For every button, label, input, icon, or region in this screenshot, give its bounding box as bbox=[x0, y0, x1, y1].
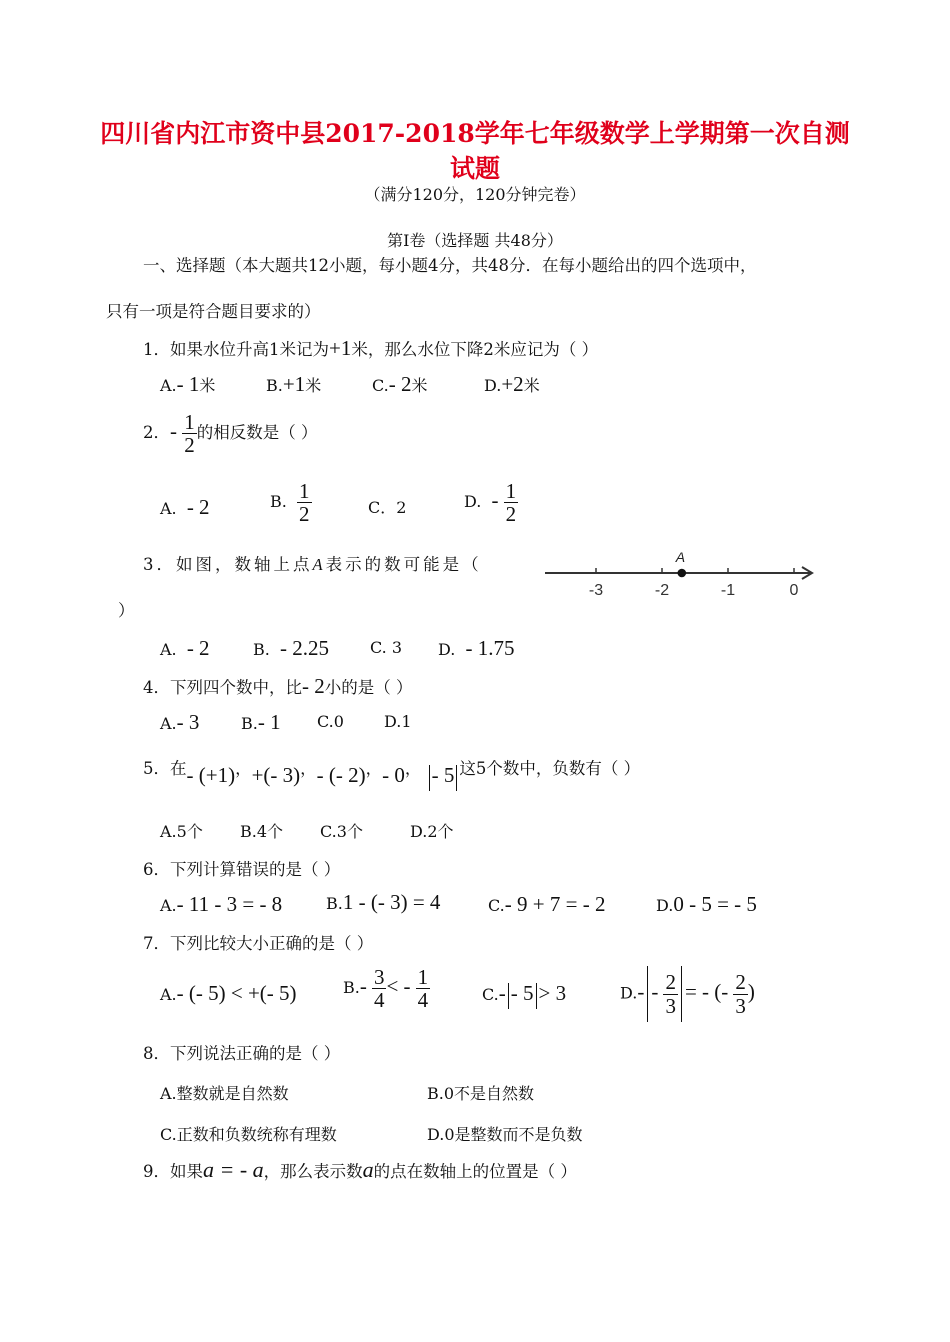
q4-option-d[interactable]: D.1 bbox=[384, 712, 412, 731]
q5-option-c[interactable]: C.3个 bbox=[320, 822, 363, 841]
question-4: 4．下列四个数中，比- 2小的是（ ） bbox=[143, 674, 413, 698]
q3-option-d[interactable]: D. - 1.75 bbox=[438, 636, 515, 660]
q3-close-paren: ） bbox=[118, 601, 135, 620]
q2-option-d[interactable]: D. - $\frac{1}{2}$ bbox=[464, 479, 517, 527]
q8-option-a[interactable]: A.整数就是自然数 bbox=[160, 1084, 289, 1103]
q2-text: 的相反数是（ ） bbox=[196, 423, 318, 443]
question-3: 3．如图，数轴上点A表示的数可能是（ bbox=[143, 555, 482, 574]
tick-label: 0 bbox=[789, 582, 799, 599]
section-title: 第Ⅰ卷（选择题 共48分） bbox=[387, 231, 563, 250]
q1-math-1: +1 bbox=[329, 336, 352, 360]
q1-option-c[interactable]: C.- 2米 bbox=[372, 372, 428, 396]
question-5: 5．在- (+1)，+(- 3)，- (- 2)，- 0， - 5 这5个数中，负数有（ ） bbox=[143, 755, 640, 783]
q2-option-c[interactable]: C．2 bbox=[368, 498, 407, 517]
q5-option-b[interactable]: B.4个 bbox=[240, 822, 284, 841]
q3-option-b[interactable]: B. - 2.25 bbox=[253, 636, 330, 660]
point-a-label: A bbox=[675, 549, 686, 565]
q3-option-a[interactable]: A. - 2 bbox=[160, 636, 210, 660]
q2-number: 2． bbox=[143, 423, 170, 443]
q5-option-d[interactable]: D.2个 bbox=[410, 822, 454, 841]
tick-label: -2 bbox=[654, 582, 670, 599]
instructions-line2: 只有一项是符合题目要求的） bbox=[106, 302, 321, 321]
tick-label: -3 bbox=[588, 582, 604, 599]
q7-option-d[interactable]: D.- - $\frac{2}{3}$ = - (- $\frac{2}{3}$ ) bbox=[620, 966, 755, 1022]
q6-option-a[interactable]: A.- 11 - 3 = - 8 bbox=[160, 892, 283, 916]
q7-option-c[interactable]: C.- - 5 > 3 bbox=[482, 981, 566, 1009]
question-1 bbox=[143, 336, 598, 361]
q6-option-b[interactable]: B.1 - (- 3) = 4 bbox=[326, 890, 441, 914]
q2-option-a[interactable]: A. - 2 bbox=[160, 495, 210, 519]
tick-label: -1 bbox=[720, 582, 736, 599]
q1-text-1: 1．如果水位升高1米记为 bbox=[143, 340, 329, 359]
question-6: 6．下列计算错误的是（ ） bbox=[143, 860, 341, 879]
q1-text-2: 米，那么水位下降2米应记为（ ） bbox=[351, 340, 599, 359]
point-a-marker bbox=[678, 569, 687, 578]
q4-option-a[interactable]: A.- 3 bbox=[160, 710, 200, 734]
q1-option-a[interactable]: A.- 1米 bbox=[160, 372, 216, 396]
instructions-line1: 一、选择题（本大题共12小题，每小题4分，共48分．在每小题给出的四个选项中， bbox=[143, 256, 757, 275]
doc-title-line2: 试题 bbox=[449, 154, 500, 183]
q4-option-c[interactable]: C.0 bbox=[317, 712, 344, 731]
q8-option-b[interactable]: B.0不是自然数 bbox=[427, 1084, 535, 1103]
q8-option-d[interactable]: D.0是整数而不是负数 bbox=[427, 1125, 583, 1144]
q6-option-d[interactable]: D.0 - 5 = - 5 bbox=[656, 892, 757, 916]
question-7: 7．下列比较大小正确的是（ ） bbox=[143, 934, 374, 953]
doc-title-line1: 四川省内江市资中县2017-2018学年七年级数学上学期第一次自测 bbox=[100, 119, 850, 148]
q2-fraction: $\frac{1}{2}$ bbox=[184, 410, 195, 458]
q8-option-c[interactable]: C.正数和负数统称有理数 bbox=[160, 1125, 337, 1144]
q7-option-a[interactable]: A.- (- 5) < +(- 5) bbox=[160, 981, 297, 1005]
q1-option-d[interactable]: D.+2米 bbox=[484, 372, 540, 396]
q4-option-b[interactable]: B.- 1 bbox=[241, 710, 281, 734]
question-8: 8．下列说法正确的是（ ） bbox=[143, 1044, 341, 1063]
q5-option-a[interactable]: A.5个 bbox=[160, 822, 203, 841]
question-2: 2．- $\frac{1}{2}$ 的相反数是（ ） bbox=[143, 410, 318, 458]
question-9: 9．如果a = - a，那么表示数a的点在数轴上的位置是（ ） bbox=[143, 1157, 577, 1182]
number-line bbox=[540, 546, 825, 602]
score-note: （满分120分，120分钟完卷） bbox=[364, 185, 586, 204]
q6-option-c[interactable]: C.- 9 + 7 = - 2 bbox=[488, 892, 606, 916]
q2-option-b[interactable]: B. $\frac{1}{2}$ bbox=[270, 479, 310, 527]
q1-option-b[interactable]: B.+1米 bbox=[266, 372, 322, 396]
q3-option-c[interactable]: C. 3 bbox=[370, 638, 403, 657]
q7-option-b[interactable]: B.- $\frac{3}{4}$ < - $\frac{1}{4}$ bbox=[343, 965, 429, 1013]
